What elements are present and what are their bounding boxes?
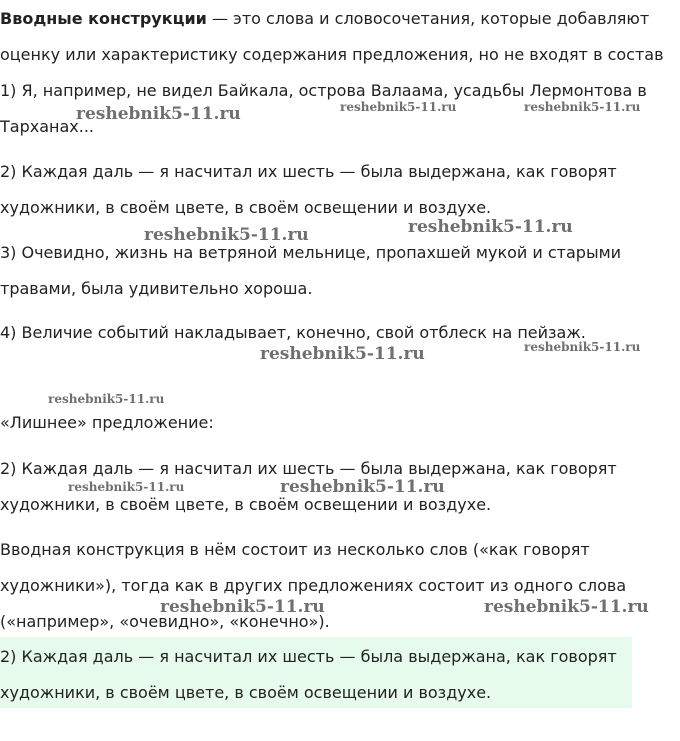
sentence-2-line-1: 2) Каждая даль — я насчитал их шесть — была выдержана, как говорят	[0, 162, 617, 181]
explanation-line-2: художники»), тогда как в других предложениях состоит из одного слова	[0, 576, 627, 595]
sentence-1-line-2: Тарханах...	[0, 117, 94, 136]
watermark: reshebnik5-11.ru	[408, 217, 573, 237]
explanation-line-1: Вводная конструкция в нём состоит из несколько слов («как говорят	[0, 540, 590, 559]
intro-line-1	[0, 8, 649, 30]
watermark: reshebnik5-11.ru	[524, 100, 641, 114]
watermark: reshebnik5-11.ru	[340, 100, 457, 114]
intro-line-2: оценку или характеристику содержания предложения, но не входят в состав	[0, 45, 664, 64]
intro-definition: — это слова и словосочетания, которые добавляют	[206, 9, 650, 28]
intro-term: Вводные конструкции	[0, 9, 207, 28]
watermark: reshebnik5-11.ru	[160, 597, 325, 617]
sentence-3-line-2: травами, была удивительно хороша.	[0, 279, 313, 298]
watermark: reshebnik5-11.ru	[524, 340, 641, 354]
watermark: reshebnik5-11.ru	[76, 104, 241, 124]
watermark: reshebnik5-11.ru	[260, 344, 425, 364]
watermark: reshebnik5-11.ru	[144, 225, 309, 245]
watermark: reshebnik5-11.ru	[280, 477, 445, 497]
watermark: reshebnik5-11.ru	[48, 392, 165, 406]
sentence-1-line-1: 1) Я, например, не видел Байкала, острова Валаама, усадьбы Лермонтова в	[0, 81, 647, 100]
sentence-4-line-1: 4) Величие событий накладывает, конечно, свой отблеск на пейзаж.	[0, 323, 586, 342]
watermark: reshebnik5-11.ru	[68, 480, 185, 494]
answer-line-2: художники, в своём цвете, в своём освещении и воздухе.	[0, 683, 492, 702]
odd-label: «Лишнее» предложение:	[0, 413, 214, 432]
sentence-2-line-2: художники, в своём цвете, в своём освещении и воздухе.	[0, 198, 492, 217]
answer-line-1: 2) Каждая даль — я насчитал их шесть — была выдержана, как говорят	[0, 647, 617, 666]
watermark: reshebnik5-11.ru	[484, 597, 649, 617]
explanation-line-3: («например», «очевидно», «конечно»).	[0, 612, 330, 631]
odd-sentence-line-2: художники, в своём цвете, в своём освещении и воздухе.	[0, 495, 492, 514]
odd-sentence-line-1: 2) Каждая даль — я насчитал их шесть — была выдержана, как говорят	[0, 459, 617, 478]
sentence-3-line-1: 3) Очевидно, жизнь на ветряной мельнице, пропахшей мукой и старыми	[0, 243, 622, 262]
